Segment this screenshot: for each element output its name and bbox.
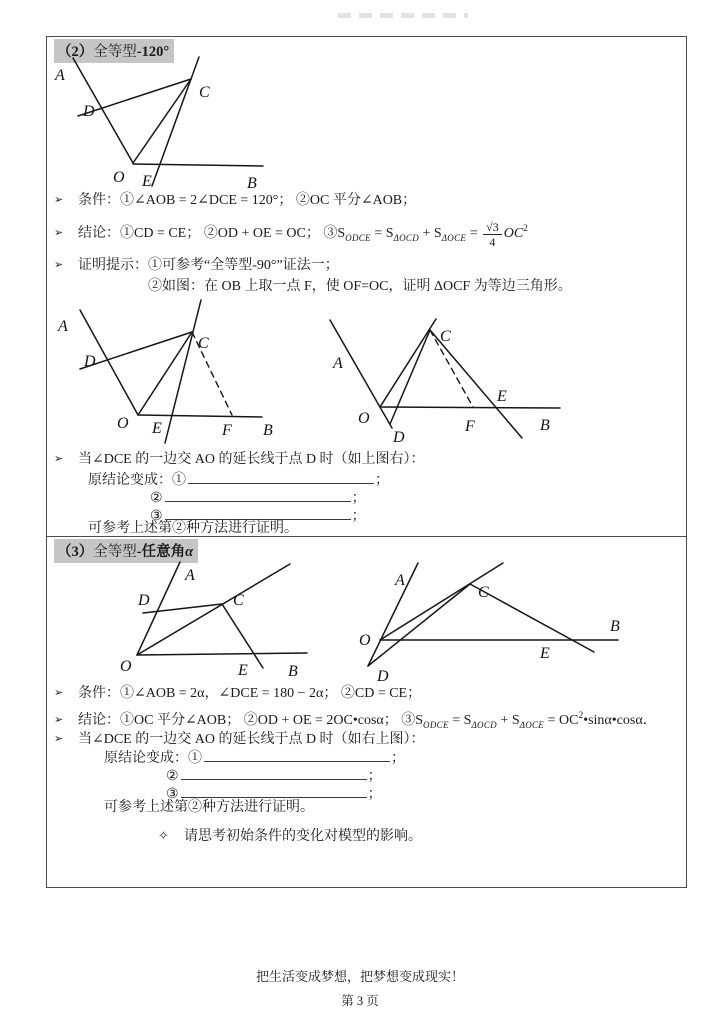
blank-row-2-sec2 xyxy=(150,488,366,508)
diagram-alpha-right xyxy=(358,556,623,685)
item-number: ② xyxy=(150,491,163,506)
reference-text: 可参考上述第②种方法进行证明。 xyxy=(88,521,298,536)
blank-suffix: ； xyxy=(391,751,405,766)
point-label-d: D xyxy=(83,103,95,120)
conclusion-label: 结论： xyxy=(78,713,120,728)
conclusion-label: 结论： xyxy=(78,226,120,241)
conclusion-text: + S xyxy=(496,713,520,728)
section3-title-suffix: -任意角 xyxy=(136,544,186,560)
point-label-c: C xyxy=(440,328,451,345)
when-line-sec2 xyxy=(54,450,425,469)
fill-in-blank xyxy=(181,766,367,780)
line-ao xyxy=(73,58,133,163)
section3-number: （3） xyxy=(57,544,94,560)
conclusion-text: + S xyxy=(419,226,442,241)
proof-hint-text1: ①可参考“全等型-90°”证法一； xyxy=(148,258,339,273)
alpha-symbol: α xyxy=(185,544,194,560)
reference-text: 可参考上述第②种方法进行证明。 xyxy=(104,800,314,815)
blank-row-2-sec3 xyxy=(166,766,382,786)
section2-title-suffix: -120° xyxy=(136,44,170,60)
when-line-sec3 xyxy=(54,730,425,749)
fraction-sqrt3-over-4 xyxy=(483,221,502,248)
diagram-alpha-left xyxy=(50,556,320,682)
becomes-label: 原结论变成： xyxy=(104,751,188,766)
line-oc xyxy=(137,564,290,655)
blank-suffix: ； xyxy=(351,509,366,524)
line-ce xyxy=(165,300,201,443)
section2-title: 全等型 xyxy=(93,44,137,60)
line-ce xyxy=(430,330,522,438)
section3-title: 全等型 xyxy=(93,544,137,560)
point-label-a: A xyxy=(333,355,343,372)
line-ce xyxy=(222,604,263,668)
item-number: ③ xyxy=(150,509,163,524)
footer-motto: 把生活变成梦想，把梦想变成现实！ xyxy=(255,969,464,984)
blank-row-1-sec2 xyxy=(88,470,389,490)
proof-hint-line2 xyxy=(148,278,572,296)
fraction-numerator: √3 xyxy=(483,221,502,235)
point-label-o: O xyxy=(117,415,129,432)
point-label-b: B xyxy=(288,663,298,680)
when-text: 当∠DCE 的一边交 AO 的延长线于点 D 时（如右上图）： xyxy=(78,732,425,747)
line-cf-dashed xyxy=(430,330,473,407)
footer-page-number: 第 3 页 xyxy=(341,994,379,1008)
line-dc xyxy=(80,332,192,369)
point-label-e: E xyxy=(497,388,507,405)
arrow-bullet-icon: ➢ xyxy=(54,259,64,271)
condition-label: 条件： xyxy=(78,686,120,701)
point-label-e: E xyxy=(540,645,550,662)
item-number: ② xyxy=(166,769,179,784)
diagram-120-with-f-right xyxy=(325,296,575,450)
superscript-2: 2 xyxy=(578,711,584,721)
proof-hint-line1 xyxy=(54,256,339,275)
fill-in-blank xyxy=(188,470,374,484)
fill-in-blank xyxy=(181,784,367,798)
point-label-a: A xyxy=(185,567,195,584)
blank-suffix: ； xyxy=(367,769,382,784)
point-label-b: B xyxy=(247,175,257,192)
subscript-ocd: ΔOCD xyxy=(471,720,497,730)
subscript-odce: ODCE xyxy=(423,720,449,730)
diamond-bullet-icon: ✧ xyxy=(158,828,169,843)
point-label-d: D xyxy=(138,592,150,609)
point-label-c: C xyxy=(198,335,209,352)
blank-suffix: ； xyxy=(375,473,389,488)
blank-suffix: ； xyxy=(351,491,366,506)
point-label-c: C xyxy=(199,84,210,101)
line-oc xyxy=(133,79,191,163)
condition-text: ①∠AOB = 2∠DCE = 120°； ②OC 平分∠AOB； xyxy=(120,193,417,208)
arrow-bullet-icon: ➢ xyxy=(54,714,64,726)
diagram-120-main xyxy=(46,50,296,192)
point-label-o: O xyxy=(358,410,370,427)
subscript-odce: ODCE xyxy=(345,233,371,243)
point-label-o: O xyxy=(359,632,371,649)
point-label-c: C xyxy=(478,584,489,601)
note-line xyxy=(158,827,422,846)
arrow-bullet-icon: ➢ xyxy=(54,194,64,206)
conclusion-text: = S xyxy=(370,226,394,241)
note-text: 请思考初始条件的变化对模型的影响。 xyxy=(184,829,422,844)
line-oc xyxy=(138,332,192,415)
point-label-c: C xyxy=(233,592,244,609)
condition-line-sec3 xyxy=(54,684,421,703)
fill-in-blank xyxy=(204,748,390,762)
conclusion-line-sec2 xyxy=(54,220,528,248)
conclusion-text: ①CD = CE； ②OD + OE = OC； ③S xyxy=(120,226,346,241)
point-label-a: A xyxy=(55,67,65,84)
item-number: ③ xyxy=(166,787,179,802)
line-ob xyxy=(138,415,262,417)
point-label-a: A xyxy=(395,572,405,589)
condition-line-sec2 xyxy=(54,191,416,210)
condition-label: 条件： xyxy=(78,193,120,208)
proof-hint-text2: ②如图：在 OB 上取一点 F，使 OF=OC，证明 ΔOCF 为等边三角形。 xyxy=(148,279,572,294)
line-ob xyxy=(133,164,263,166)
point-label-o: O xyxy=(113,169,125,186)
arrow-bullet-icon: ➢ xyxy=(54,453,64,465)
proof-hint-label: 证明提示： xyxy=(78,258,148,273)
point-label-f: F xyxy=(222,422,232,439)
line-oc xyxy=(380,319,436,407)
point-label-b: B xyxy=(540,417,550,434)
subscript-ocd: ΔOCD xyxy=(393,233,420,243)
point-label-b: B xyxy=(610,618,620,635)
point-label-f: F xyxy=(465,418,475,435)
line-dc xyxy=(390,330,430,424)
line-ce xyxy=(152,57,199,186)
line-ob xyxy=(137,653,307,655)
condition-text: ①∠AOB = 2α，∠DCE = 180 − 2α； ②CD = CE； xyxy=(120,686,422,701)
blank-row-1-sec3 xyxy=(104,748,405,768)
line-dc xyxy=(368,584,470,666)
diagram-120-with-f-left xyxy=(46,296,296,450)
line-aod xyxy=(368,563,418,666)
point-label-d: D xyxy=(84,353,96,370)
point-label-d: D xyxy=(377,668,389,685)
faded-header-artifact xyxy=(338,13,468,18)
when-text: 当∠DCE 的一边交 AO 的延长线于点 D 时（如上图右）： xyxy=(78,452,425,467)
arrow-bullet-icon: ➢ xyxy=(54,733,64,745)
conclusion-text: = S xyxy=(448,713,472,728)
fraction-denominator: 4 xyxy=(489,235,496,249)
point-label-a: A xyxy=(58,318,68,335)
blank-suffix: ； xyxy=(367,787,382,802)
conclusion-text: OC xyxy=(503,226,524,241)
conclusion-text: = OC xyxy=(544,713,579,728)
point-label-e: E xyxy=(238,662,248,679)
fill-in-blank xyxy=(165,506,351,520)
point-label-e: E xyxy=(142,173,152,190)
point-label-e: E xyxy=(152,420,162,437)
arrow-bullet-icon: ➢ xyxy=(54,687,64,699)
superscript-2: 2 xyxy=(523,224,528,234)
reference-line-sec3 xyxy=(104,799,314,817)
conclusion-text: = xyxy=(466,226,482,241)
subscript-oce: ΔOCE xyxy=(519,720,545,730)
fill-in-blank xyxy=(165,488,351,502)
becomes-label: 原结论变成： xyxy=(88,473,172,488)
point-label-d: D xyxy=(393,429,405,446)
conclusion-text: •sinα•cosα． xyxy=(583,713,657,728)
section2-number: （2） xyxy=(57,44,94,60)
subscript-oce: ΔOCE xyxy=(441,233,467,243)
point-label-o: O xyxy=(120,658,132,675)
arrow-bullet-icon: ➢ xyxy=(54,227,64,239)
line-ob xyxy=(380,407,560,408)
conclusion-text: ①OC 平分∠AOB； ②OD + OE = 2OC•cosα； ③S xyxy=(120,713,424,728)
item-number: ① xyxy=(188,751,202,766)
point-label-b: B xyxy=(263,422,273,439)
item-number: ① xyxy=(172,473,186,488)
